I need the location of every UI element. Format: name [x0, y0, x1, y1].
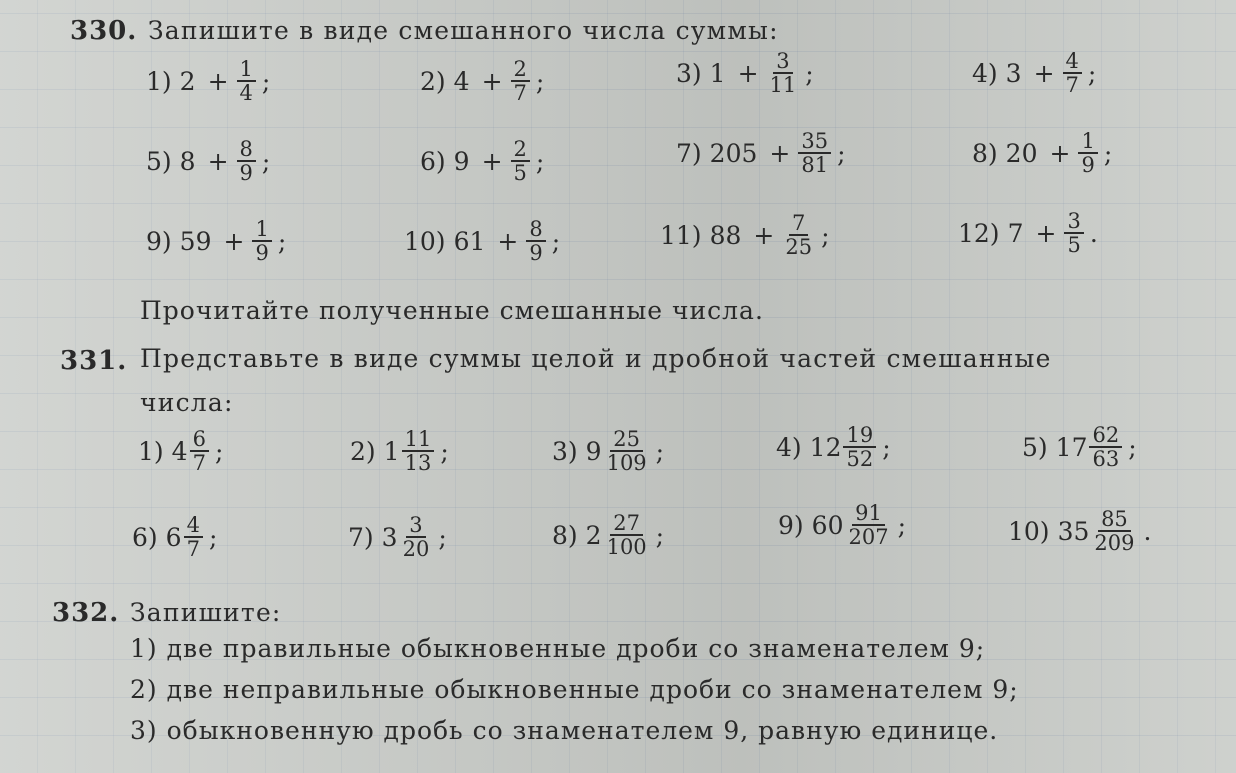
item-label: 4) [972, 58, 998, 88]
punctuation: ; [837, 138, 846, 168]
punctuation: ; [551, 226, 561, 256]
numerator: 27 [610, 512, 643, 536]
mixed-number-item [776, 424, 891, 470]
plus-sign: + [481, 146, 503, 176]
numerator: 35 [798, 130, 831, 154]
punctuation: ; [261, 66, 271, 96]
numerator: 25 [610, 428, 643, 452]
denominator: 7 [513, 81, 527, 106]
problem-331-title-line2: числа: [140, 388, 234, 417]
problem-331-title-line1: Представьте в виде суммы целой и дробной частей смешанные [140, 344, 1052, 373]
punctuation: ; [882, 432, 891, 462]
denominator: 7 [1065, 73, 1079, 98]
whole-part: 3 [381, 522, 398, 552]
punctuation: . [1089, 218, 1098, 248]
mixed-number-item [348, 514, 447, 560]
fraction [1091, 508, 1137, 554]
denominator: 5 [513, 161, 527, 186]
denominator: 81 [801, 153, 829, 178]
numerator: 3 [1064, 210, 1083, 234]
denominator: 63 [1092, 447, 1120, 472]
whole-number: 61 [453, 226, 486, 256]
mixed-number-item [132, 514, 217, 560]
mixed-number-item [1022, 424, 1137, 470]
numerator: 3 [406, 514, 425, 538]
problem-330-title: Запишите в виде смешанного числа суммы: [148, 16, 779, 45]
item-label: 6) [420, 146, 446, 176]
punctuation: ; [261, 146, 271, 176]
whole-number: 88 [709, 220, 742, 250]
item-label: 9) [146, 226, 172, 256]
sum-item [972, 50, 1096, 96]
numerator: 8 [526, 218, 545, 242]
punctuation: ; [655, 436, 665, 466]
item-label: 8) [552, 520, 578, 550]
denominator: 25 [785, 235, 813, 260]
whole-number: 3 [1005, 58, 1022, 88]
fraction [511, 58, 530, 104]
problem-332-line-2: 2) две неправильные обыкновенные дроби со знаменателем 9; [130, 675, 1019, 704]
fraction [604, 428, 650, 474]
plus-sign: + [753, 220, 775, 250]
denominator: 209 [1094, 531, 1135, 556]
whole-number: 2 [179, 66, 196, 96]
numerator: 11 [402, 428, 435, 452]
item-label: 7) [676, 138, 702, 168]
denominator: 109 [606, 451, 647, 476]
sum-item [972, 130, 1112, 176]
denominator: 9 [239, 161, 253, 186]
item-label: 10) [1008, 516, 1050, 546]
fraction [237, 58, 256, 104]
plus-sign: + [1033, 58, 1055, 88]
sum-item [146, 218, 286, 264]
denominator: 9 [1081, 153, 1095, 178]
denominator: 7 [192, 451, 206, 476]
item-label: 1) [146, 66, 172, 96]
sum-item [660, 212, 830, 258]
whole-number: 1 [709, 58, 726, 88]
fraction [252, 218, 271, 264]
fraction [402, 428, 435, 474]
mixed-number-item [350, 428, 449, 474]
denominator: 11 [769, 73, 797, 98]
numerator: 4 [184, 514, 203, 538]
item-label: 3) [552, 436, 578, 466]
fraction [184, 514, 203, 560]
punctuation: ; [655, 520, 665, 550]
whole-part: 2 [585, 520, 602, 550]
problem-332-line-3: 3) обыкновенную дробь со знаменателем 9, равную единице. [130, 716, 999, 745]
denominator: 5 [1067, 233, 1081, 258]
sum-item [958, 210, 1098, 256]
item-label: 9) [778, 510, 804, 540]
problem-332-number: 332. [52, 598, 120, 628]
punctuation: ; [535, 146, 545, 176]
whole-part: 6 [165, 522, 182, 552]
whole-number: 20 [1005, 138, 1038, 168]
plus-sign: + [1035, 218, 1057, 248]
item-label: 2) [420, 66, 446, 96]
problem-332-line-1: 1) две правильные обыкновенные дроби со знаменателем 9; [130, 634, 986, 663]
plus-sign: + [223, 226, 245, 256]
punctuation: ; [208, 522, 218, 552]
whole-part: 12 [809, 432, 842, 462]
plus-sign: + [207, 66, 229, 96]
sum-item [676, 130, 846, 176]
whole-part: 60 [811, 510, 844, 540]
problem-330-number: 330. [70, 16, 138, 46]
mixed-number-item [778, 502, 906, 548]
whole-part: 35 [1057, 516, 1090, 546]
numerator: 2 [511, 138, 530, 162]
sum-item [146, 138, 270, 184]
item-label: 2) [350, 436, 376, 466]
whole-number: 205 [709, 138, 758, 168]
sum-item [146, 58, 270, 104]
fraction [190, 428, 209, 474]
fraction [798, 130, 831, 176]
item-label: 10) [404, 226, 446, 256]
whole-number: 8 [179, 146, 196, 176]
numerator: 4 [1063, 50, 1082, 74]
mixed-number-item [1008, 508, 1151, 554]
numerator: 7 [789, 212, 808, 236]
numerator: 85 [1098, 508, 1131, 532]
whole-part: 4 [171, 436, 188, 466]
sum-item [420, 138, 544, 184]
punctuation: ; [438, 522, 447, 552]
mixed-number-item [138, 428, 223, 474]
item-label: 12) [958, 218, 1000, 248]
problem-330-note: Прочитайте полученные смешанные числа. [140, 296, 764, 325]
punctuation: ; [535, 66, 545, 96]
punctuation: . [1143, 516, 1152, 546]
problem-332-title: Запишите: [130, 598, 282, 627]
punctuation: ; [1128, 432, 1137, 462]
denominator: 13 [404, 451, 432, 476]
fraction [1064, 210, 1083, 256]
punctuation: ; [897, 510, 907, 540]
fraction [604, 512, 650, 558]
fraction [526, 218, 545, 264]
denominator: 7 [186, 537, 200, 562]
fraction [1078, 130, 1097, 176]
sum-item [404, 218, 560, 264]
sum-item [676, 50, 814, 96]
mixed-number-item [552, 512, 664, 558]
whole-number: 4 [453, 66, 470, 96]
numerator: 1 [252, 218, 271, 242]
denominator: 9 [255, 241, 269, 266]
whole-number: 7 [1007, 218, 1024, 248]
item-label: 8) [972, 138, 998, 168]
punctuation: ; [214, 436, 224, 466]
item-label: 5) [146, 146, 172, 176]
item-label: 11) [660, 220, 702, 250]
punctuation: ; [1087, 58, 1097, 88]
whole-number: 59 [179, 226, 212, 256]
plus-sign: + [207, 146, 229, 176]
fraction [1089, 424, 1122, 470]
numerator: 2 [511, 58, 530, 82]
fraction [767, 50, 800, 96]
item-label: 4) [776, 432, 802, 462]
item-label: 1) [138, 436, 164, 466]
numerator: 19 [843, 424, 876, 448]
item-label: 3) [676, 58, 702, 88]
fraction [237, 138, 256, 184]
punctuation: ; [1103, 138, 1113, 168]
fraction [782, 212, 815, 258]
denominator: 52 [846, 447, 874, 472]
whole-part: 17 [1055, 432, 1088, 462]
whole-part: 9 [585, 436, 602, 466]
item-label: 7) [348, 522, 374, 552]
fraction [400, 514, 433, 560]
punctuation: ; [277, 226, 287, 256]
fraction [845, 502, 891, 548]
numerator: 1 [1078, 130, 1097, 154]
fraction [1063, 50, 1082, 96]
numerator: 3 [773, 50, 792, 74]
denominator: 100 [606, 535, 647, 560]
whole-part: 1 [383, 436, 400, 466]
denominator: 20 [402, 537, 430, 562]
plus-sign: + [737, 58, 759, 88]
mixed-number-item [552, 428, 664, 474]
denominator: 9 [529, 241, 543, 266]
whole-number: 9 [453, 146, 470, 176]
punctuation: ; [440, 436, 449, 466]
numerator: 62 [1089, 424, 1122, 448]
plus-sign: + [1049, 138, 1071, 168]
denominator: 207 [848, 525, 889, 550]
problem-331-number: 331. [60, 346, 128, 376]
numerator: 91 [852, 502, 885, 526]
item-label: 5) [1022, 432, 1048, 462]
denominator: 4 [239, 81, 253, 106]
numerator: 1 [237, 58, 256, 82]
fraction [511, 138, 530, 184]
plus-sign: + [769, 138, 791, 168]
item-label: 6) [132, 522, 158, 552]
fraction [843, 424, 876, 470]
numerator: 6 [190, 428, 209, 452]
punctuation: ; [821, 220, 830, 250]
sum-item [420, 58, 544, 104]
plus-sign: + [481, 66, 503, 96]
numerator: 8 [237, 138, 256, 162]
punctuation: ; [805, 58, 814, 88]
plus-sign: + [497, 226, 519, 256]
